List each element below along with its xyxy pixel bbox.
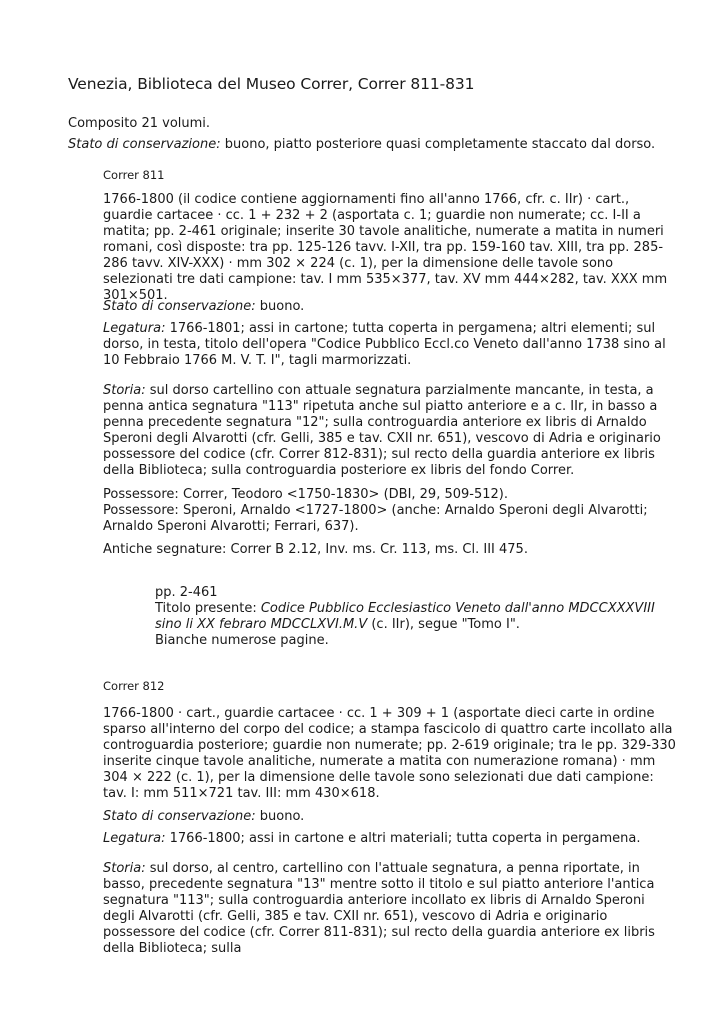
condition-label: Stato di conservazione:: [103, 299, 256, 314]
history-value: sul dorso, al centro, cartellino con l'attuale segnatura, a penna riportate, in basso, precedente segnatura "13" mentre sotto il titolo e sul piatto anteriore l'antica segnatura "113"; sulla controguardia anteriore incollato ex libris di Arnaldo Speroni degli Alvarotti (cfr. Gelli, 385 e tav. CXII nr. 651), vescovo di Adria e originario possessore del codice (cfr. Correr 811-831); sul recto della guardia anteriore ex libris della Biblioteca; sulla: [103, 861, 655, 956]
correr-811-history: [103, 383, 678, 479]
correr-811-binding: [103, 321, 678, 369]
correr-811-owner-2: Possessore: Speroni, Arnaldo <1727-1800> (anche: Arnaldo Speroni degli Alvarotti; Arnaldo Speroni Alvarotti; Ferrari, 637).: [103, 503, 648, 534]
condition-label: Stato di conservazione:: [103, 809, 256, 824]
composito-note: Composito 21 volumi.: [68, 116, 211, 131]
history-label: Storia:: [103, 861, 146, 876]
correr-812-condition: [103, 809, 678, 825]
correr-812-history: [103, 861, 678, 957]
condition-value: buono.: [259, 809, 305, 824]
correr-811-description: 1766-1800 (il codice contiene aggiornamenti fino all'anno 1766, cfr. c. IIr) · cart., guardie cartacee · cc. 1 + 232 + 2 (asportata c. 1; guardie non numerate; cc. I-II a matita; pp. 2-461 originale; inserite 30 tavole analitiche, numerate a matita in numeri romani, così disposte: tra pp. 125-126 tavv. I-XII, tra pp. 159-160 tav. XIII, tra pp. 285-286 tavv. XIV-XXX) · mm 302 × 224 (c. 1), per la dimensione delle tavole sono selezionati tre dati campione: tav. I mm 535×377, tav. XV mm 444×282, tav. XXX mm 301×501.: [103, 192, 668, 303]
page-title: Venezia, Biblioteca del Museo Correr, Correr 811-831: [68, 75, 475, 93]
section-heading-correr-812: Correr 812: [103, 679, 165, 693]
binding-label: Legatura:: [103, 321, 166, 336]
present-title-suffix: (c. IIr), segue "Tomo I".: [367, 617, 520, 632]
history-value: sul dorso cartellino con attuale segnatura parzialmente mancante, in testa, a penna antica segnatura "113" ripetuta anche sul piatto anteriore e a c. IIr, in basso a penna precedente segnatura "12"; sulla controguardia anteriore ex libris di Arnaldo Speroni degli Alvarotti (cfr. Gelli, 385 e tav. CXII nr. 651), vescovo di Adria e originario possessore del codice (cfr. Correr 812-831); sul recto della guardia anteriore ex libris della Biblioteca; sulla controguardia posteriore ex libris del fondo Correr.: [103, 383, 661, 478]
binding-label: Legatura:: [103, 831, 166, 846]
correr-812-binding: [103, 831, 678, 847]
binding-value: 1766-1800; assi in cartone e altri materiali; tutta coperta in pergamena.: [169, 831, 641, 846]
binding-value: 1766-1801; assi in cartone; tutta coperta in pergamena; altri elementi; sul dorso, in testa, titolo dell'opera "Codice Pubblico Eccl.co Veneto dall'anno 1738 sino al 10 Febbraio 1766 M. V. T. I", tagli marmorizzati.: [103, 321, 666, 368]
present-title-prefix: Titolo presente:: [155, 601, 261, 616]
correr-811-condition: [103, 299, 678, 315]
pages-range: pp. 2-461: [155, 585, 218, 600]
section-heading-correr-811: Correr 811: [103, 168, 165, 182]
correr-811-owner-1: Possessore: Correr, Teodoro <1750-1830> (DBI, 29, 509-512).: [103, 487, 508, 502]
blank-pages-note: Bianche numerose pagine.: [155, 633, 329, 648]
present-title-text: Codice Pubblico Ecclesiastico Veneto dall'anno MDCCXXXVIII sino li XX febraro MDCCLXVI.M.V: [155, 601, 655, 632]
correr-811-subsection: [155, 585, 685, 649]
condition-value: buono.: [259, 299, 305, 314]
present-title: [155, 601, 685, 633]
history-label: Storia:: [103, 383, 146, 398]
correr-811-old-shelfmarks: Antiche segnature: Correr B 2.12, Inv. ms. Cr. 113, ms. Cl. III 475.: [103, 542, 528, 557]
correr-812-description: 1766-1800 · cart., guardie cartacee · cc. 1 + 309 + 1 (asportate dieci carte in ordine sparso all'interno del corpo del codice; a stampa fascicolo di quattro carte incollato alla controguardia posteriore; guardie non numerate; pp. 2-619 originale; tra le pp. 329-330 inserite cinque tavole analitiche, numerate a matita con numerazione romana) · mm 304 × 222 (c. 1), per la dimensione delle tavole sono selezionati due dati campione: tav. I: mm 511×721 tav. III: mm 430×618.: [103, 706, 676, 801]
condition-label: Stato di conservazione:: [68, 137, 221, 152]
condition-value: buono, piatto posteriore quasi completamente staccato dal dorso.: [224, 137, 656, 152]
general-condition: [68, 137, 655, 153]
